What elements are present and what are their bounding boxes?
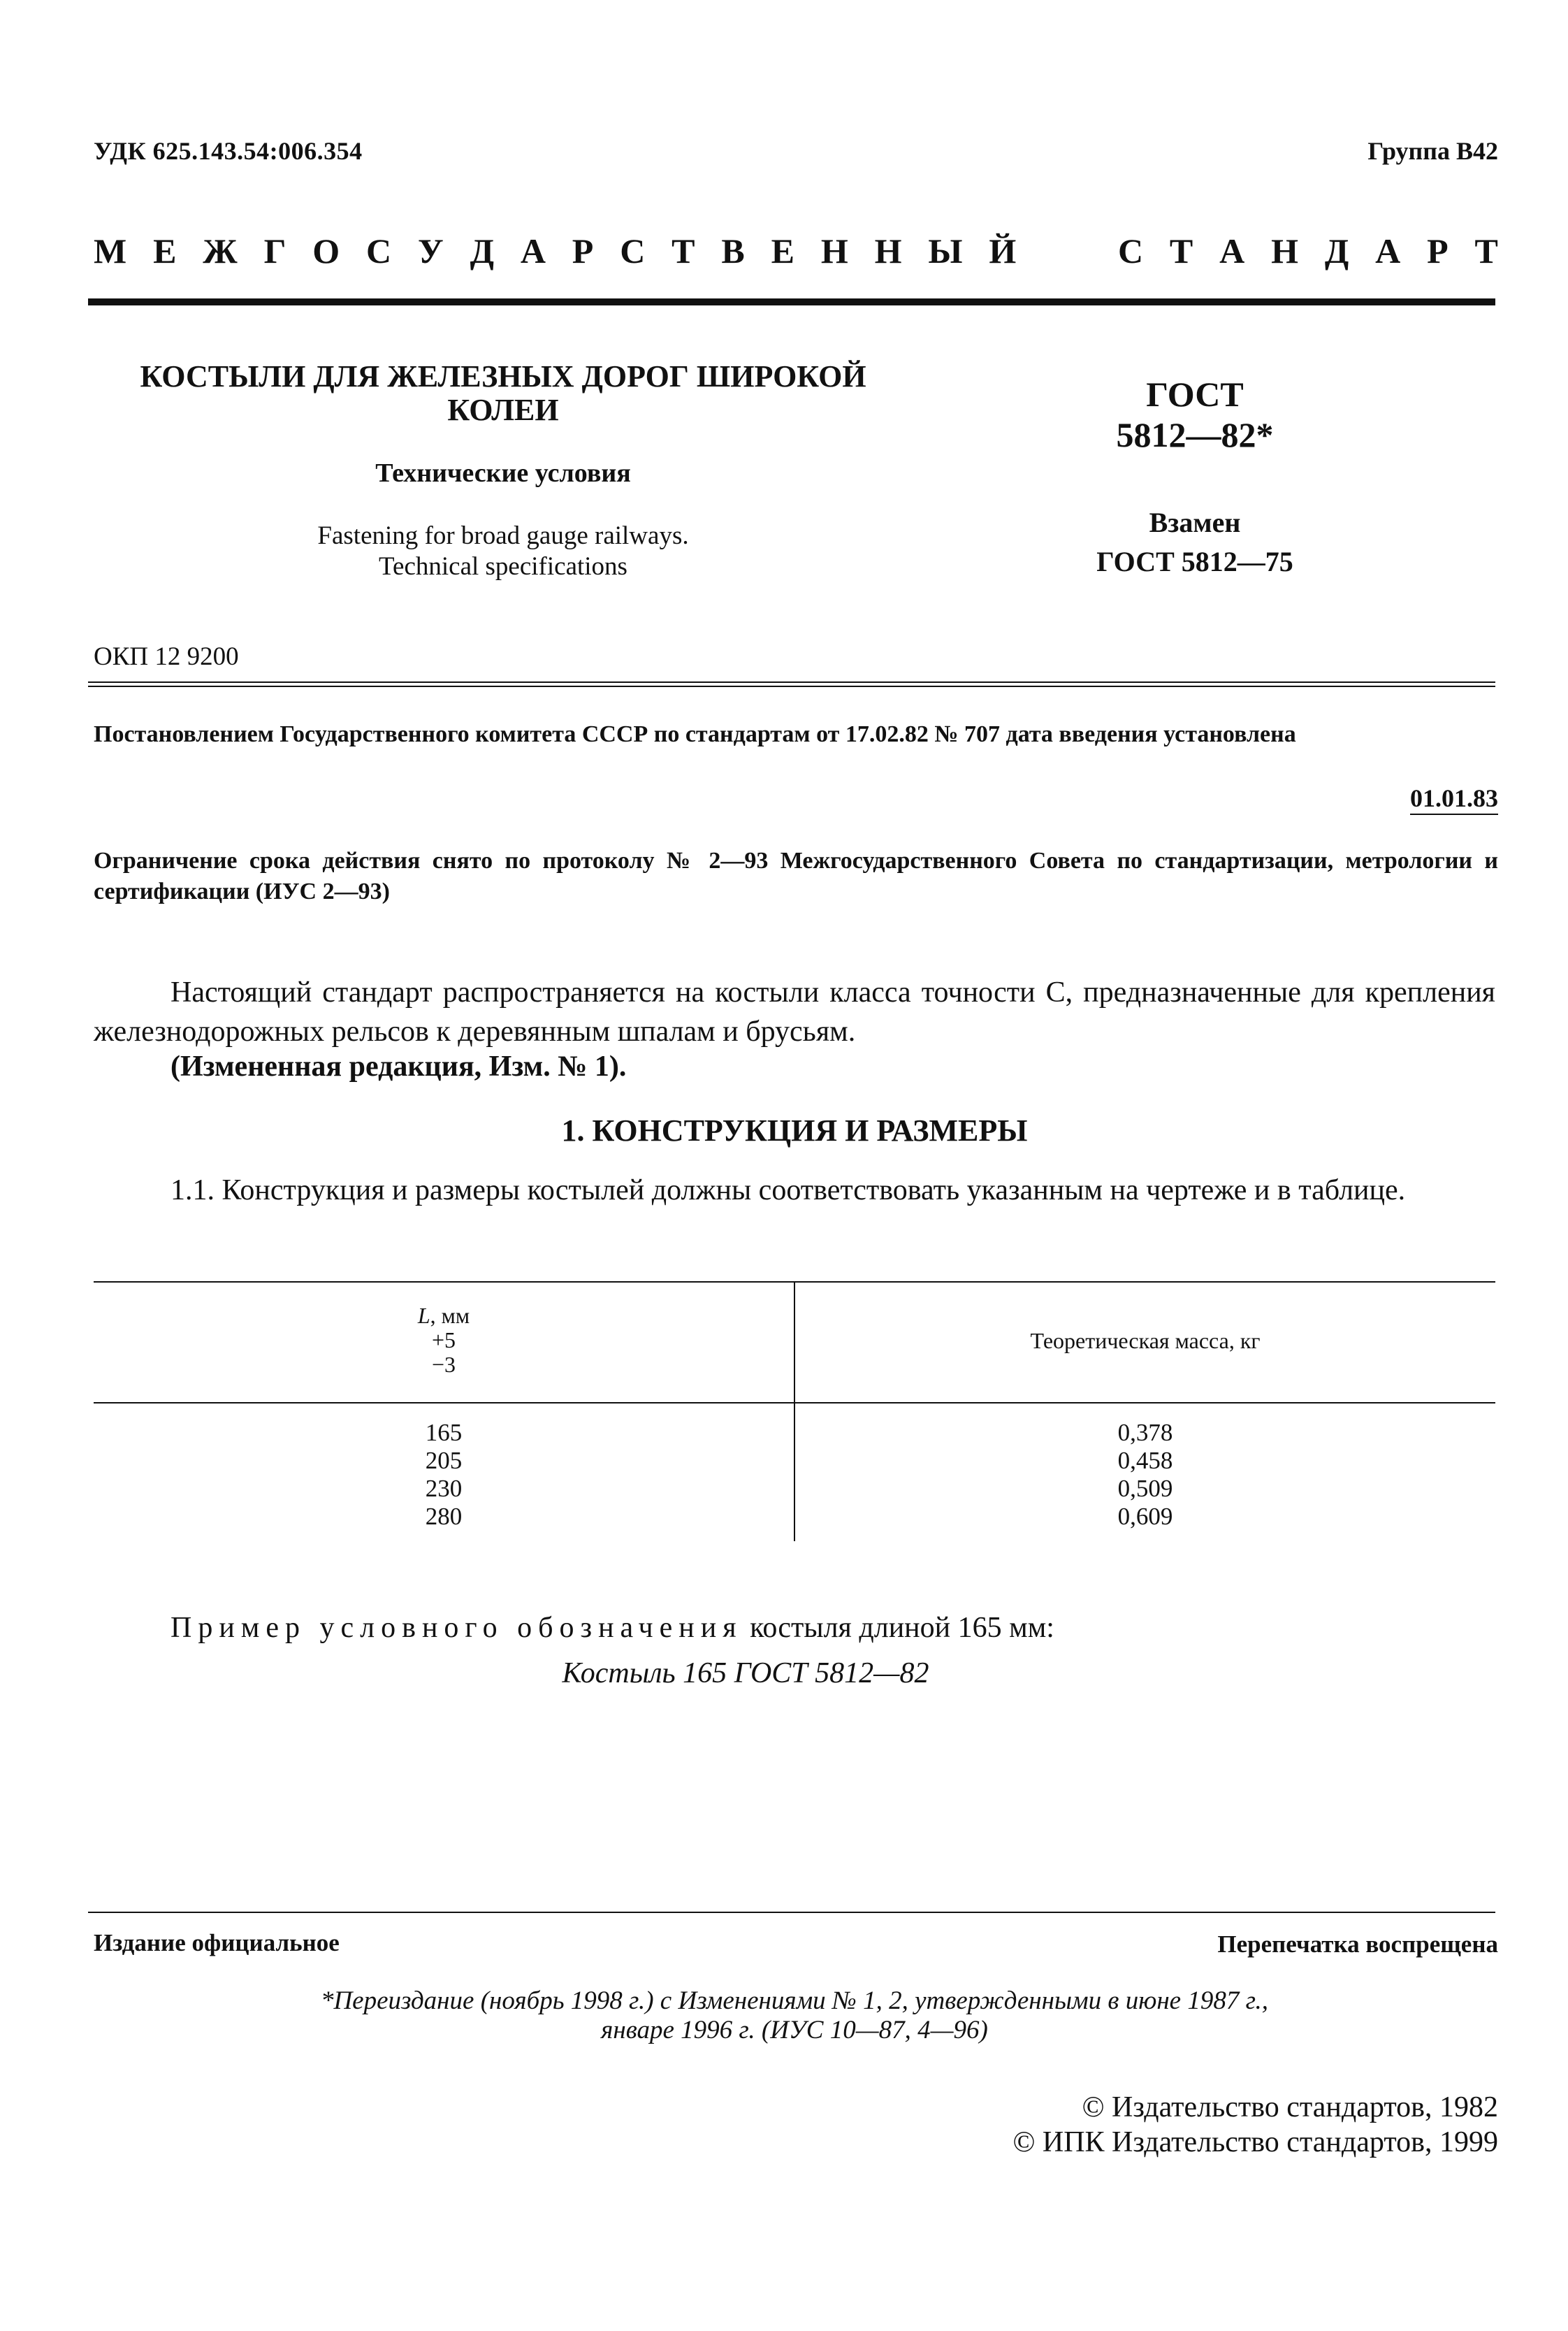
standard-banner [94, 231, 1498, 271]
table-header-length [94, 1304, 794, 1377]
section-heading: 1. КОНСТРУКЦИЯ И РАЗМЕРЫ [561, 1113, 1028, 1148]
decree-date: 01.01.83 [1410, 783, 1498, 815]
banner-letter: Т [672, 231, 695, 270]
section-paragraph: 1.1. Конструкция и размеры костылей должны соответствовать указанным на чертеже и в таблице. [170, 1174, 1406, 1206]
amendment-note: (Измененная редакция, Изм. № 1). [170, 1051, 627, 1083]
udk-code: УДК 625.143.54:006.354 [94, 137, 363, 165]
header-rule [88, 298, 1495, 305]
banner-letter: Ы [928, 231, 963, 270]
reissue-line-2: январе 1996 г. (ИУС 10—87, 4—96) [601, 2016, 988, 2044]
designation-example [170, 1611, 1054, 1645]
document-title [112, 360, 894, 427]
banner-letter: Р [572, 231, 594, 270]
copyright-block [1012, 2090, 1498, 2160]
table-length-column [94, 1419, 794, 1531]
gost-number-block [1013, 374, 1377, 455]
banner-letter: Т [1474, 231, 1498, 270]
banner-letter: Р [1427, 231, 1449, 270]
header-length-lower-tol: −3 [431, 1352, 456, 1377]
banner-letter: Е [153, 231, 177, 270]
okp-code: ОКП 12 9200 [94, 642, 239, 671]
banner-letter: Т [1169, 231, 1193, 270]
copyright-1999: © ИПК Издательство стандартов, 1999 [1012, 2126, 1498, 2158]
table-cell-length: 230 [425, 1475, 463, 1502]
header-length-upper-tol: +5 [431, 1327, 456, 1352]
table-cell-length: 165 [425, 1419, 463, 1446]
gost-label: ГОСТ [1146, 375, 1244, 414]
table-header-mass: Теоретическая масса, кг [1030, 1328, 1261, 1353]
title-line-2: КОЛЕИ [447, 393, 559, 427]
english-title-line-1: Fastening for broad gauge railways. [317, 521, 689, 550]
table-mass-column [795, 1419, 1495, 1531]
intro-paragraph: Настоящий стандарт распространяется на костыли класса точности С, предназначенные для крепления железнодорожных рельсов к деревянным шпалам и брусьям. [94, 976, 1495, 1048]
banner-letter: Д [1324, 231, 1349, 270]
footer-rule [88, 1912, 1495, 1913]
official-edition: Издание официальное [94, 1929, 340, 1956]
table-cell-mass: 0,378 [1117, 1419, 1173, 1446]
english-title [112, 521, 894, 582]
banner-letter: А [1219, 231, 1245, 270]
replaces-label: Взамен [1149, 507, 1241, 538]
banner-letter: М [94, 231, 127, 270]
reissue-line-1: *Переиздание (ноябрь 1998 г.) с Изменениями № 1, 2, утвержденными в июне 1987 г., [320, 1986, 1269, 2015]
banner-letter: С [1117, 231, 1144, 270]
title-line-1: КОСТЫЛИ ДЛЯ ЖЕЛЕЗНЫХ ДОРОГ ШИРОКОЙ [140, 359, 866, 394]
banner-letter: Ж [203, 231, 238, 270]
group-code: Группа В42 [1367, 137, 1498, 165]
banner-letter: С [620, 231, 646, 270]
banner-letter: О [312, 231, 340, 270]
document-subtitle: Технические условия [375, 459, 631, 488]
banner-letter: Н [820, 231, 848, 270]
banner-letter: Й [989, 231, 1017, 270]
header-length-label: L, мм [417, 1303, 470, 1328]
example-designation: Костыль 165 ГОСТ 5812—82 [562, 1657, 929, 1689]
banner-letter: В [721, 231, 745, 270]
banner-letter: Е [771, 231, 794, 270]
replaces-block [1013, 503, 1377, 582]
banner-gap [1043, 231, 1091, 271]
banner-letter: У [418, 231, 444, 270]
banner-letter: А [1375, 231, 1401, 270]
reprint-prohibited: Перепечатка воспрещена [1217, 1931, 1498, 1958]
table-cell-mass: 0,458 [1117, 1447, 1173, 1474]
english-title-line-2: Technical specifications [379, 552, 627, 581]
replaces-standard: ГОСТ 5812—75 [1096, 546, 1293, 577]
banner-letter: Г [263, 231, 286, 270]
table-cell-length: 280 [425, 1503, 463, 1530]
reissue-note [94, 1986, 1495, 2045]
table-cell-length: 205 [425, 1447, 463, 1474]
banner-letter: Д [470, 231, 494, 270]
limitation-note: Ограничение срока действия снято по протоколу № 2—93 Межгосударственного Совета по стандартизации, метрологии и сертификации (ИУС 2—93) [94, 848, 1498, 904]
copyright-1982: © Издательство стандартов, 1982 [1082, 2091, 1498, 2123]
banner-letter: Н [874, 231, 902, 270]
example-spaced-label: Пример условного обозначения [170, 1612, 743, 1644]
banner-letter: Н [1271, 231, 1299, 270]
okp-rule [88, 681, 1495, 687]
decree-text: Постановлением Государственного комитета СССР по стандартам от 17.02.82 № 707 дата введения установлена [94, 721, 1296, 747]
banner-letter: С [366, 231, 392, 270]
gost-number: 5812—82* [1116, 415, 1274, 454]
banner-letter: А [520, 231, 546, 270]
table-cell-mass: 0,609 [1117, 1503, 1173, 1530]
table-cell-mass: 0,509 [1117, 1475, 1173, 1502]
example-rest: костыля длиной 165 мм: [742, 1612, 1054, 1644]
